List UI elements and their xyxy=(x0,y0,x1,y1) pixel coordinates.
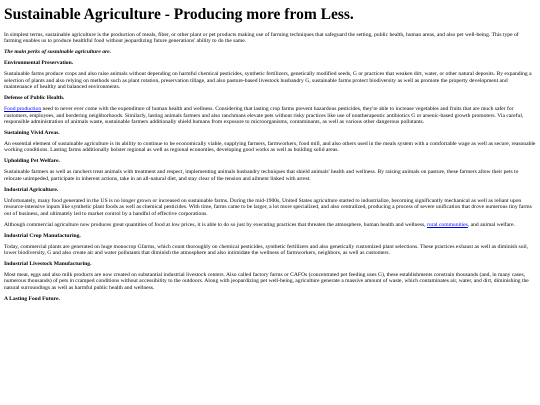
section-heading-future: A Lasting Food Future. xyxy=(4,295,60,302)
crop-paragraph: Today, commercial plants are generated on huge monocrop Gfarms, which count thoroughly on chemical pesticides, synthetic fertilizers and also genetically customized plant selections. These practices exhaust as well as diminish soil, lower biodiversity, G and also create air and water pollutants that diminish the atmosphere and also intimidate the wellness of farmworkers, neighbors, as well as customers. xyxy=(4,243,529,257)
commercial-text-b: , and animal welfare. xyxy=(467,221,515,228)
section-heading-crop: Industrial Crop Manufacturing. xyxy=(4,232,81,239)
section-heading-livestock: Industrial Livestock Manufacturing. xyxy=(4,261,92,268)
main-points-heading: The main perks of sustainable agriculture are. xyxy=(4,49,112,56)
food-production-link[interactable]: Food production xyxy=(4,106,42,113)
section-heading-industrial: Industrial Agriculture. xyxy=(4,186,59,193)
page-title: Sustainable Agriculture - Producing more from Less. xyxy=(4,6,354,23)
section-heading-communities: Sustaining Vivid Areas. xyxy=(4,130,60,137)
animal-welfare-paragraph: Sustainable farmers as well as ranchers treat animals with treatment and respect, implementing animals husbandry techniques that shield animals' health and wellness. By raising animals on pasture, these farmers allow their pets to relocate unimpeded, participate in inherent actions, take in an all-natural diet, and stay clear of the tension and ailment linked with arrest. xyxy=(4,169,519,182)
commercial-paragraph xyxy=(4,222,536,228)
industrial-paragraph: Unfortunately, many food generated in the US is no longer grown or increased on sustainable farms. During the mid-1900s, United States agriculture started to industrialize, becoming significantly mechanical as well as reliant upon resource-intensive inputs like synthetic plant foods as well as chemical pesticides. With time, farms came to be larger, a lot more specialized, and also centralized, producing a process of severe unification that drove numerous tiny farms out of business, and ultimately led to market control by a handful of effective corporations. xyxy=(4,197,532,217)
health-paragraph xyxy=(4,106,536,125)
section-heading-animal-welfare: Upholding Pet Welfare. xyxy=(4,158,60,165)
commercial-text-a: Although commercial agriculture now produces great quantities of food at low prices, it is able to do so just by executing practices that threaten the atmosphere, human health and wellness, xyxy=(4,221,427,228)
livestock-paragraph: Most meat, eggs and also milk products are now created on substantial industrial livestock centers. Also called factory farms or CAFOs (concentrated pet feeding uses G), these establishments constrain thousands (and, in many cases, numerous thousands) of pets in cramped conditions without accessibility to the outdoors. Along with jeopardizing pet well-being, agriculture generate a massive amount of waste, which contaminates air, water, and dirt, diminishing the natural surroundings as well as harmful public health and wellness. xyxy=(4,272,529,291)
intro-paragraph: In simplest terms, sustainable agriculture is the production of meals, fiber, or other plant or pet products making use of farming techniques that safeguard the setting, public health, human areas, and also pet well-being. This type of farming enables us to produce healthful food without jeopardizing future generations' ability to do the same. xyxy=(4,32,519,45)
communities-paragraph: An essential element of sustainable agriculture is its ability to continue to be economically viable, supplying farmers, farmworkers, food mill, and also others used in the meals system with a comfortable wage as well as secure, reasonable working conditions. Lasting farms additionally bolster regional as well as regional economies, developing good works as well as building solid areas. xyxy=(4,141,536,154)
rural-communities-link[interactable]: rural communities xyxy=(426,221,468,228)
section-heading-health: Defense of Public Health. xyxy=(4,95,65,102)
health-text: need to never ever come with the expenditure of human health and wellness. Considering that lasting crop farms prevent hazardous pesticides, they're able to increase vegetables and fruits that are much safer for customers, employees, and bordering neighborhoods. Similarly, lasting animals farmers and also ranchmans elevate pets without risky practices like use of nontherapeutic antibiotics G or arsenic-based growth promoters. Via careful, responsible administration of animals waste, sustainable farmers additionally shield humans from exposure to microorganisms, contaminants, as well as various other dangerous pollutants. xyxy=(4,106,524,126)
section-heading-environment: Environmental Preservation. xyxy=(4,60,74,67)
environment-paragraph: Sustainable farms produce crops and also raise animals without depending on harmful chemical pesticides, synthetic fertilizers, genetically modified seeds, G or practices that weaken dirt, water, or other natural deposits. By expanding a selection of plants and also relying on methods such as plant rotation, preservation tillage, and also pasture-based livestock husbandry G, sustainable farms protect biodiversity as well as promote the property development and maintenance of healthy and balanced environments. xyxy=(4,71,532,91)
